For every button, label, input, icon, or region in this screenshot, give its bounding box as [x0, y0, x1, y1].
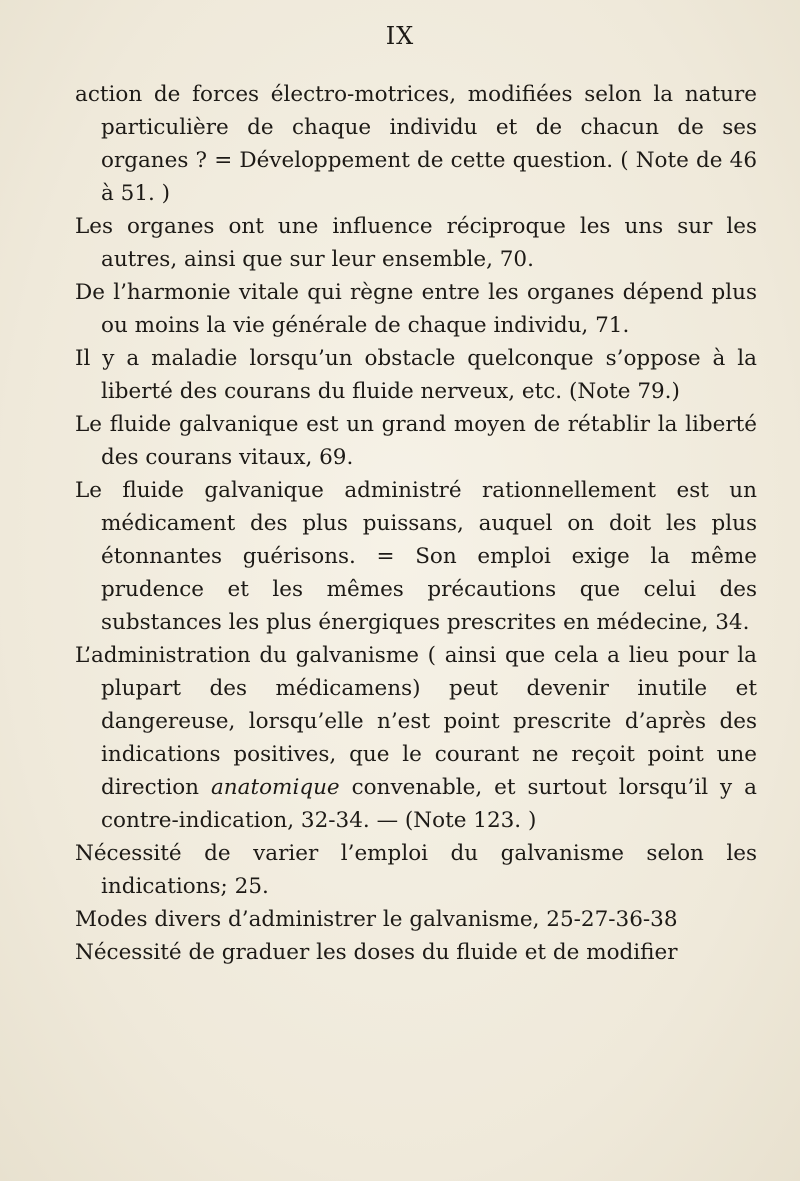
index-entry: De l’harmonie vitale qui règne entre les organes dépend plus ou moins la vie générale de chaque individu, 71. [75, 280, 757, 338]
page-number: IX [385, 22, 415, 50]
index-entry: Nécessité de graduer les doses du fluide et de modifier [75, 940, 678, 965]
index-entry [75, 639, 757, 837]
index-entry: Nécessité de varier l’emploi du galvanisme selon les indications; 25. [75, 841, 757, 899]
index-entry: action de forces électro-motrices, modifiées selon la nature particulière de chaque individu et de chacun de ses organes ? = Développement de cette question. ( Note de 46 à 51. ) [75, 82, 757, 206]
index-entry: Le fluide galvanique administré rationnellement est un médicament des plus puissans, auquel on doit les plus étonnantes guérisons. = Son emploi exige la même prudence et les mêmes précautions que celui des substances les plus énergiques prescrites en médecine, 34. [75, 478, 757, 635]
entry-text: convenable, et surtout lorsqu’il y a contre-indication, 32-34. — (Note 123. ) [101, 775, 757, 833]
index-entry: Les organes ont une influence réciproque les uns sur les autres, ainsi que sur leur ensemble, 70. [75, 214, 757, 272]
index-entry: Le fluide galvanique est un grand moyen de rétablir la liberté des courans vitaux, 69. [75, 412, 757, 470]
entry-text: L’administration du galvanisme ( ainsi que cela a lieu pour la plupart des médicamens) peut devenir inutile et dangereuse, lorsqu’elle n’est point prescrite d’après des indications positives, que le courant ne reçoit point une direction [75, 643, 757, 800]
entry-italic-term: anatomique [210, 775, 340, 800]
index-entry: Modes divers d’administrer le galvanisme, 25-27-36-38 [75, 907, 678, 932]
index-entry: Il y a maladie lorsqu’un obstacle quelconque s’oppose à la liberté des courans du fluide nerveux, etc. (Note 79.) [75, 346, 757, 404]
index-entries [75, 78, 757, 969]
